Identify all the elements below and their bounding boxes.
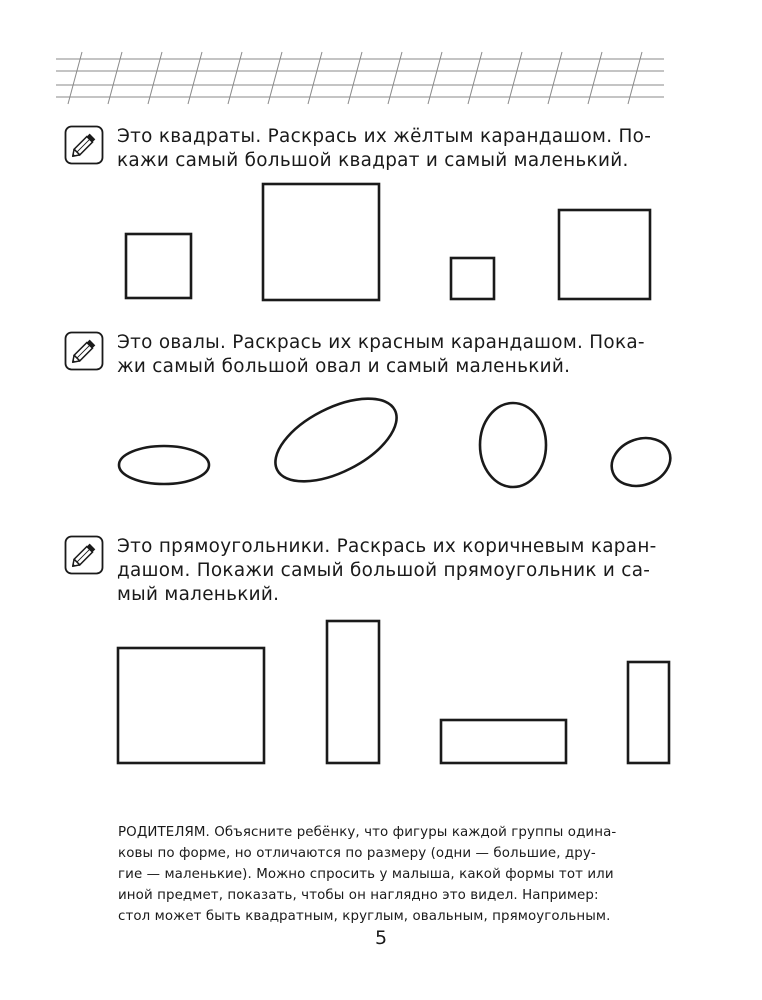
oval-flat-left — [119, 446, 209, 484]
task-instruction: Это квадраты. Раскрась их жёлтым карандашом. По- кажи самый большой квадрат и самый маленький. — [117, 126, 652, 171]
task-instruction: Это прямоугольники. Раскрась их коричневым каран- дашом. Покажи самый большой прямоугольник и са- мый маленький. — [117, 536, 657, 605]
rectangle-tall — [327, 621, 379, 763]
pencil-icon — [64, 535, 104, 575]
pencil-icon — [64, 125, 104, 165]
square-small-left — [126, 234, 191, 298]
ovals-figure — [0, 390, 762, 500]
square-smallest — [451, 258, 494, 299]
rectangle-narrow-right — [628, 662, 669, 763]
oval-largest-tilted — [263, 382, 410, 499]
square-largest — [263, 184, 379, 300]
pencil-icon — [64, 331, 104, 371]
handwriting-guide — [56, 50, 664, 106]
task-instruction: Это овалы. Раскрась их красным карандашом. Пока- жи самый большой овал и самый маленький. — [117, 332, 645, 377]
rectangles-figure — [0, 615, 762, 770]
oval-upright — [480, 403, 546, 487]
rectangle-largest — [118, 648, 264, 763]
rectangle-wide-flat — [441, 720, 566, 763]
oval-smallest — [605, 430, 677, 494]
page-number: 5 — [374, 927, 388, 949]
square-large-right — [559, 210, 650, 299]
parents-note: РОДИТЕЛЯМ. Объясните ребёнку, что фигуры каждой группы одина- ковы по форме, но отличаются по размеру (одни — большие, дру- гие — маленькие). Можно спросить у малыша, какой формы тот или иной предмет, показать, чтобы он наглядно это видел. Например: стол может быть квадратным, круглым, овальным, прямоугольным. — [118, 825, 617, 924]
squares-figure — [0, 180, 762, 305]
